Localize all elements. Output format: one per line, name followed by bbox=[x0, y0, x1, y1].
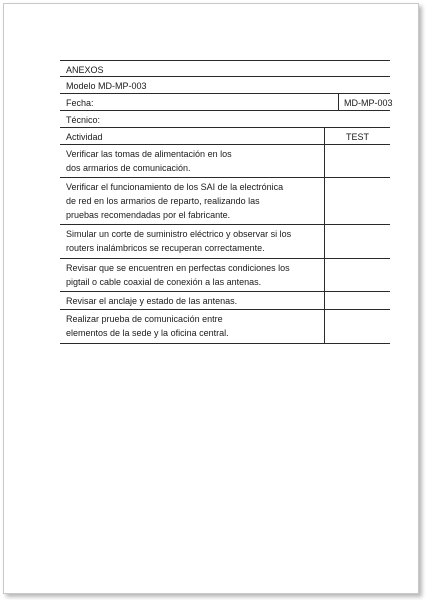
table-row bbox=[60, 310, 390, 344]
tecnico-row bbox=[60, 111, 390, 128]
fecha-code-value: MD-MP-003 bbox=[344, 98, 393, 108]
document-page bbox=[3, 3, 419, 594]
anexos-row bbox=[60, 60, 390, 77]
activity-line: Revisar el anclaje y estado de las antenas. bbox=[66, 296, 238, 306]
activity-line: routers inalámbricos se recuperan correctamente. bbox=[66, 243, 265, 253]
activity-cell bbox=[60, 310, 324, 343]
actividad-header-text: Actividad bbox=[66, 132, 103, 142]
activity-cell bbox=[60, 178, 324, 224]
activity-line: Revisar que se encuentren en perfectas condiciones los bbox=[66, 263, 290, 273]
activity-cell bbox=[60, 292, 324, 309]
maintenance-form bbox=[60, 60, 393, 344]
test-cell bbox=[324, 259, 390, 291]
activity-line: pruebas recomendadas por el fabricante. bbox=[66, 210, 231, 220]
fecha-label: Fecha: bbox=[66, 98, 94, 108]
activity-line: Realizar prueba de comunicación entre bbox=[66, 314, 223, 324]
test-cell bbox=[324, 178, 390, 224]
modelo-row bbox=[60, 77, 390, 94]
activity-cell bbox=[60, 225, 324, 258]
tecnico-label: Técnico: bbox=[66, 115, 101, 125]
anexos-title: ANEXOS bbox=[66, 65, 104, 75]
table-row bbox=[60, 292, 390, 310]
test-header bbox=[324, 128, 390, 144]
activity-line: de red en los armarios de reparto, realizando las bbox=[66, 196, 260, 206]
activity-line: dos armarios de comunicación. bbox=[66, 163, 191, 173]
modelo-label: Modelo MD-MP-003 bbox=[66, 81, 147, 91]
activity-line: elementos de la sede y la oficina central. bbox=[66, 328, 229, 338]
table-row bbox=[60, 178, 390, 225]
activity-cell bbox=[60, 259, 324, 291]
test-cell bbox=[324, 145, 390, 177]
test-cell bbox=[324, 310, 390, 343]
fecha-row bbox=[60, 94, 393, 111]
activity-line: Simular un corte de suministro eléctrico y observar si los bbox=[66, 229, 292, 239]
test-header-text: TEST bbox=[345, 132, 369, 142]
test-cell bbox=[324, 292, 390, 309]
actividad-header bbox=[60, 128, 324, 144]
activity-line: pigtail o cable coaxial de conexión a las antenas. bbox=[66, 277, 262, 287]
table-row bbox=[60, 225, 390, 259]
activity-line: Verificar el funcionamiento de los SAI de la electrónica bbox=[66, 182, 284, 192]
test-cell bbox=[324, 225, 390, 258]
fecha-code-cell bbox=[338, 94, 393, 110]
activity-line: Verificar las tomas de alimentación en los bbox=[66, 149, 232, 159]
table-header-row bbox=[60, 128, 390, 145]
table-row bbox=[60, 145, 390, 178]
table-row bbox=[60, 259, 390, 292]
activity-cell bbox=[60, 145, 324, 177]
